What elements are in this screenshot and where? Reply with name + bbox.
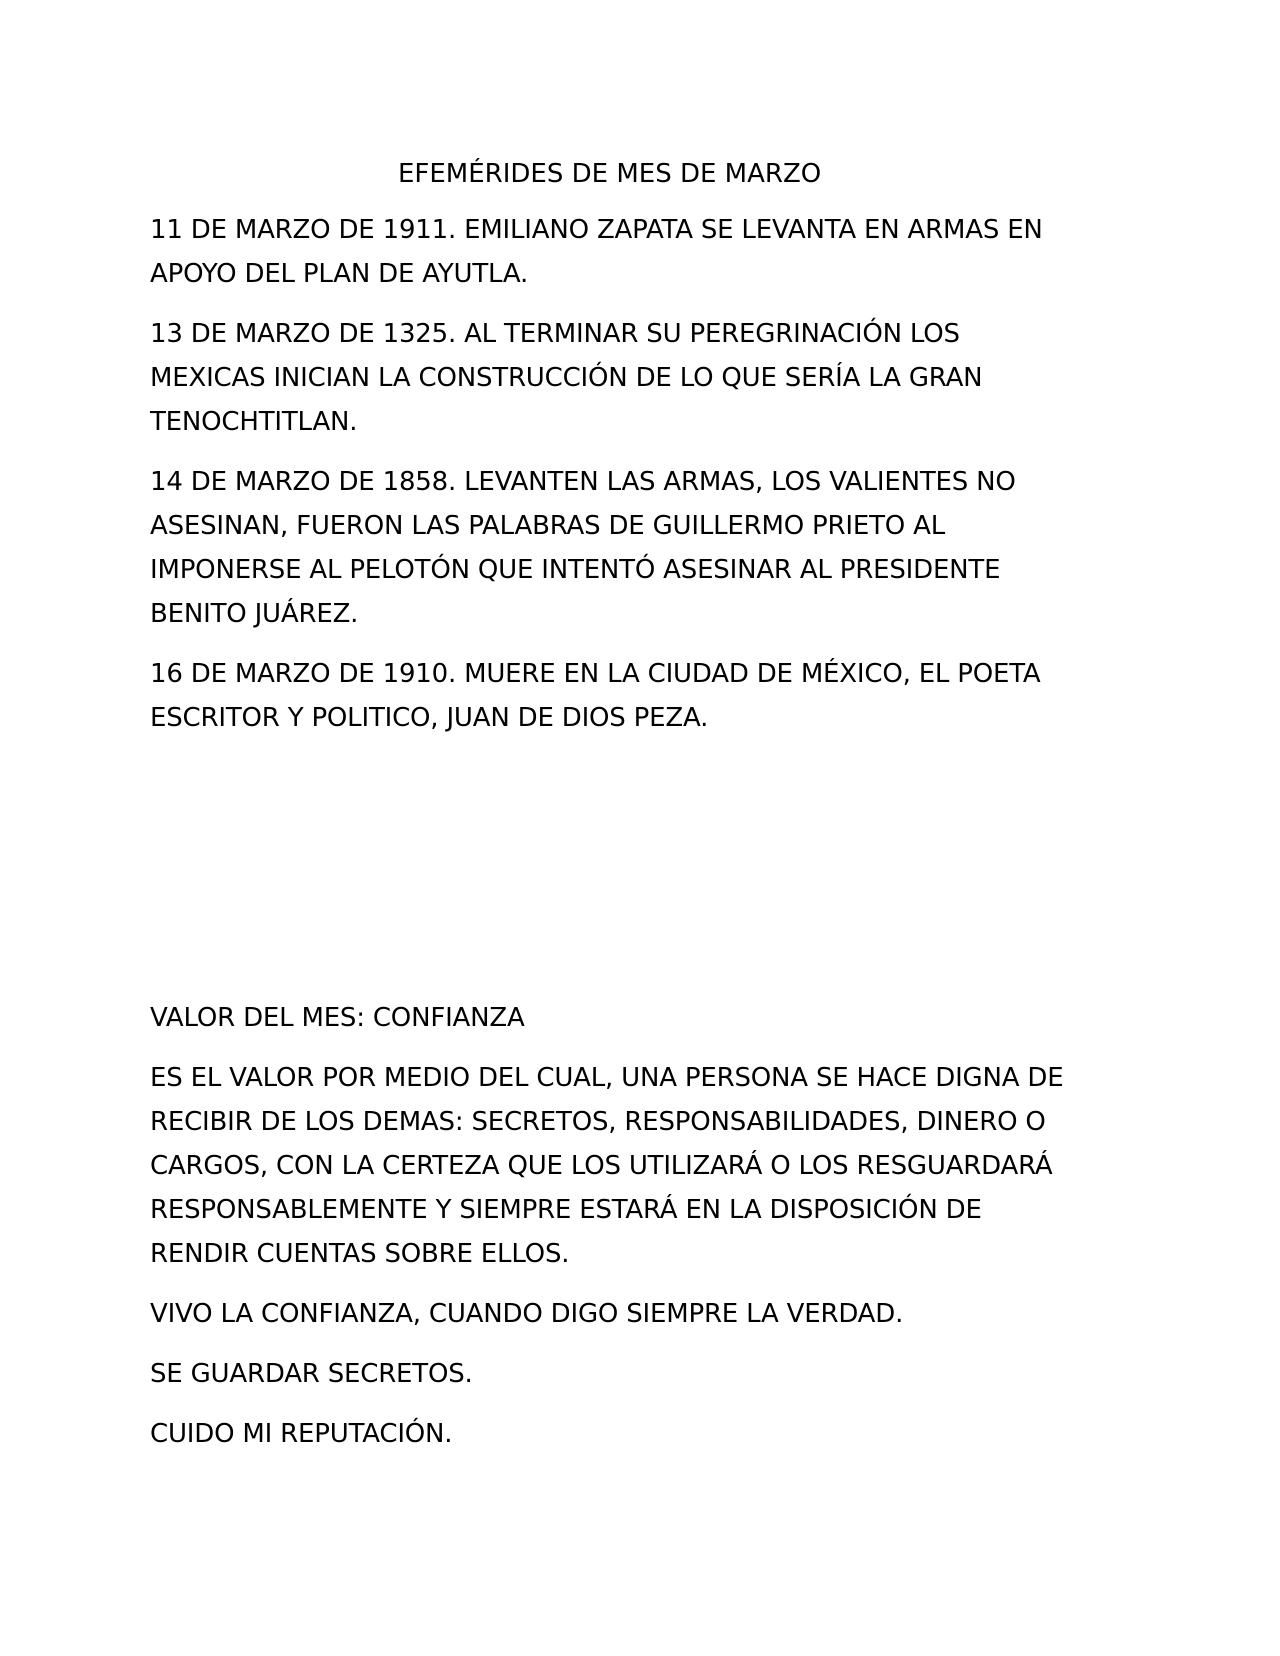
event-item bbox=[150, 652, 1130, 740]
definition-line: RENDIR CUENTAS SOBRE ELLOS. bbox=[150, 1239, 570, 1269]
statement: CUIDO MI REPUTACIÓN. bbox=[150, 1419, 453, 1449]
event-line: IMPONERSE AL PELOTÓN QUE INTENTÓ ASESINAR AL PRESIDENTE bbox=[150, 555, 1001, 585]
event-item bbox=[150, 312, 1130, 444]
value-definition bbox=[150, 1056, 1130, 1276]
event-line: TENOCHTITLAN. bbox=[150, 407, 358, 437]
event-item bbox=[150, 208, 1130, 296]
blank-space bbox=[150, 756, 1130, 996]
definition-line: RECIBIR DE LOS DEMAS: SECRETOS, RESPONSABILIDADES, DINERO O bbox=[150, 1107, 1046, 1137]
definition-line: CARGOS, CON LA CERTEZA QUE LOS UTILIZARÁ O LOS RESGUARDARÁ bbox=[150, 1151, 1053, 1181]
event-line: APOYO DEL PLAN DE AYUTLA. bbox=[150, 259, 529, 289]
event-line: 13 DE MARZO DE 1325. AL TERMINAR SU PEREGRINACIÓN LOS bbox=[150, 319, 960, 349]
event-line: BENITO JUÁREZ. bbox=[150, 599, 359, 629]
event-line: MEXICAS INICIAN LA CONSTRUCCIÓN DE LO QUE SERÍA LA GRAN bbox=[150, 363, 983, 393]
statement: SE GUARDAR SECRETOS. bbox=[150, 1359, 473, 1389]
definition-line: RESPONSABLEMENTE Y SIEMPRE ESTARÁ EN LA DISPOSICIÓN DE bbox=[150, 1195, 982, 1225]
value-heading: VALOR DEL MES: CONFIANZA bbox=[150, 1003, 525, 1033]
event-line: ASESINAN, FUERON LAS PALABRAS DE GUILLERMO PRIETO AL bbox=[150, 511, 945, 541]
document-page bbox=[150, 152, 1130, 1472]
statement: VIVO LA CONFIANZA, CUANDO DIGO SIEMPRE LA VERDAD. bbox=[150, 1299, 904, 1329]
event-line: 11 DE MARZO DE 1911. EMILIANO ZAPATA SE LEVANTA EN ARMAS EN bbox=[150, 215, 1043, 245]
document-title: EFEMÉRIDES DE MES DE MARZO bbox=[398, 159, 822, 189]
event-line: 14 DE MARZO DE 1858. LEVANTEN LAS ARMAS, LOS VALIENTES NO bbox=[150, 467, 1016, 497]
event-line: ESCRITOR Y POLITICO, JUAN DE DIOS PEZA. bbox=[150, 703, 709, 733]
event-line: 16 DE MARZO DE 1910. MUERE EN LA CIUDAD DE MÉXICO, EL POETA bbox=[150, 659, 1041, 689]
definition-line: ES EL VALOR POR MEDIO DEL CUAL, UNA PERSONA SE HACE DIGNA DE bbox=[150, 1063, 1064, 1093]
event-item bbox=[150, 460, 1130, 636]
